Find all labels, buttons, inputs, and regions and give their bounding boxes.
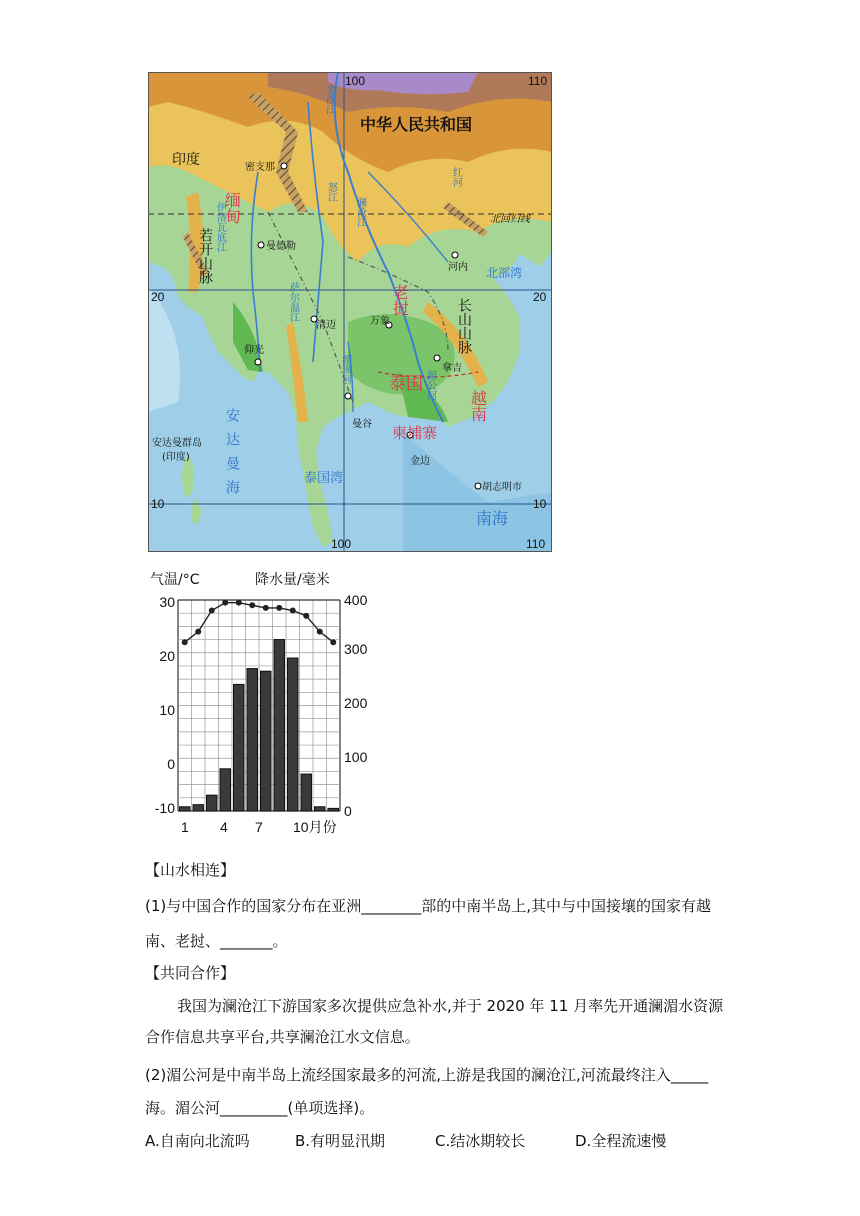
city-label: 密支那 <box>245 162 275 173</box>
option-d[interactable]: D.全程流速慢 <box>575 1132 667 1150</box>
temp-point <box>222 600 228 606</box>
country-label-laos: 老挝 <box>390 284 410 316</box>
sea-label-gulf-of-thailand: 泰国湾 <box>304 471 344 486</box>
tropic-label: 北回归线 <box>490 214 530 225</box>
x-tick: 1 <box>181 819 189 835</box>
temp-point <box>249 602 255 608</box>
river-label: 澜沧江 <box>354 197 366 227</box>
question-1-line-1: (1)与中国合作的国家分布在亚洲________部的中南半岛上,其中与中国接壤的国家有越 <box>145 897 712 915</box>
paragraph-line-1: 我国为澜沧江下游国家多次提供应急补水,并于 2020 年 11 月率先开通澜湄水资源 <box>177 997 724 1015</box>
precip-tick: 100 <box>344 749 368 765</box>
sea-label-andaman: 安达曼海 <box>224 408 240 504</box>
city-marker <box>258 242 264 248</box>
city-label: 金边 <box>410 456 430 467</box>
city-label: 曼谷 <box>352 419 372 430</box>
x-tick: 10月份 <box>293 819 337 835</box>
southeast-asia-map <box>148 72 552 552</box>
lon-label: 110 <box>528 74 548 88</box>
country-label-vietnam: 越南 <box>468 390 488 422</box>
temp-tick: -10 <box>154 800 175 816</box>
city-marker <box>255 359 261 365</box>
precip-bar <box>274 640 285 811</box>
x-tick: 4 <box>220 819 228 835</box>
temp-point <box>290 608 296 614</box>
river-label: 萨尔温江 <box>287 282 299 322</box>
lat-label: 10 <box>151 497 165 511</box>
precip-tick: 400 <box>344 592 368 608</box>
precip-bar <box>247 669 258 811</box>
precip-tick: 300 <box>344 641 368 657</box>
temp-point <box>303 613 309 619</box>
island-label-note: (印度) <box>162 452 190 463</box>
river-label: 湄公河 <box>424 370 436 400</box>
mountain-label-arakan: 若开山脉 <box>197 228 213 284</box>
country-label-myanmar: 缅甸 <box>222 192 242 224</box>
city-label: 拿吉 <box>442 363 462 374</box>
precip-tick: 200 <box>344 695 368 711</box>
question-2-line-2: 海。湄公河_________(单项选择)。 <box>145 1099 375 1117</box>
city-label: 清迈 <box>316 320 336 331</box>
city-marker <box>452 252 458 258</box>
precip-bar <box>234 684 245 811</box>
lon-label: 110 <box>526 537 546 551</box>
option-b[interactable]: B.有明显汛期 <box>295 1132 386 1150</box>
city-marker <box>434 355 440 361</box>
lon-label: 100 <box>345 74 366 88</box>
temp-point <box>317 629 323 635</box>
temp-point <box>195 629 201 635</box>
option-c[interactable]: C.结冰期较长 <box>435 1132 526 1150</box>
temp-point <box>263 605 269 611</box>
question-2-line-1: (2)湄公河是中南半岛上流经国家最多的河流,上游是我国的澜沧江,河流最终注入_____ <box>145 1066 709 1084</box>
country-label-cambodia: 柬埔寨 <box>392 424 438 442</box>
city-label: 万象 <box>370 316 390 327</box>
lat-label: 10 <box>533 497 547 511</box>
river-label: 伊洛瓦底江 <box>214 202 226 252</box>
temp-point <box>236 600 242 606</box>
country-label-india: 印度 <box>172 152 200 168</box>
city-label: 胡志明市 <box>482 482 522 493</box>
temp-point <box>330 639 336 645</box>
precip-bar <box>328 808 339 811</box>
precip-bar <box>301 774 312 811</box>
climate-chart <box>145 566 385 836</box>
temp-axis-label: 气温/°C <box>150 572 200 588</box>
country-label-thailand: 泰国 <box>389 374 423 394</box>
mountain-label-annamite: 长山山脉 <box>456 298 472 354</box>
lat-label: 20 <box>533 290 547 304</box>
river-label: 湄南河 <box>339 354 351 384</box>
paragraph-line-2: 合作信息共享平台,共享澜沧江水文信息。 <box>145 1028 420 1046</box>
precip-bar <box>180 807 191 811</box>
question-1-line-2: 南、老挝、_______。 <box>145 932 288 950</box>
temp-point <box>209 608 215 614</box>
precip-bar <box>207 795 218 811</box>
section-heading-2: 【共同合作】 <box>145 964 236 982</box>
river-label: 怒江 <box>325 182 337 202</box>
temp-point <box>182 639 188 645</box>
city-marker <box>345 393 351 399</box>
sea-label-south-china-sea: 南海 <box>476 509 509 528</box>
temp-point <box>276 605 282 611</box>
city-label: 仰光 <box>244 345 264 356</box>
city-label: 河内 <box>448 262 468 273</box>
country-label-china: 中华人民共和国 <box>360 115 473 134</box>
temp-tick: 30 <box>159 594 175 610</box>
precip-axis-label: 降水量/毫米 <box>255 572 330 588</box>
river-label: 红河 <box>450 167 462 187</box>
chart-grid <box>178 600 340 811</box>
precip-bar <box>220 769 231 811</box>
precip-bar <box>315 807 326 811</box>
city-marker <box>475 483 481 489</box>
city-marker <box>281 163 287 169</box>
lat-label: 20 <box>151 290 165 304</box>
island-label: 安达曼群岛 <box>152 438 202 449</box>
precip-tick: 0 <box>344 803 352 819</box>
temp-tick: 0 <box>167 756 175 772</box>
river-label: 金沙江 <box>323 84 335 114</box>
temp-tick: 10 <box>159 702 175 718</box>
x-tick: 7 <box>255 819 263 835</box>
option-a[interactable]: A.自南向北流吗 <box>145 1132 250 1150</box>
lon-label: 100 <box>331 537 352 551</box>
precip-bar <box>261 671 272 811</box>
sea-label-gulf-of-tonkin: 北部湾 <box>486 266 523 280</box>
temp-tick: 20 <box>159 648 175 664</box>
precip-bar <box>288 658 299 811</box>
section-heading-1: 【山水相连】 <box>145 861 236 879</box>
city-label: 曼德勒 <box>266 241 296 252</box>
precip-bar <box>193 805 204 811</box>
